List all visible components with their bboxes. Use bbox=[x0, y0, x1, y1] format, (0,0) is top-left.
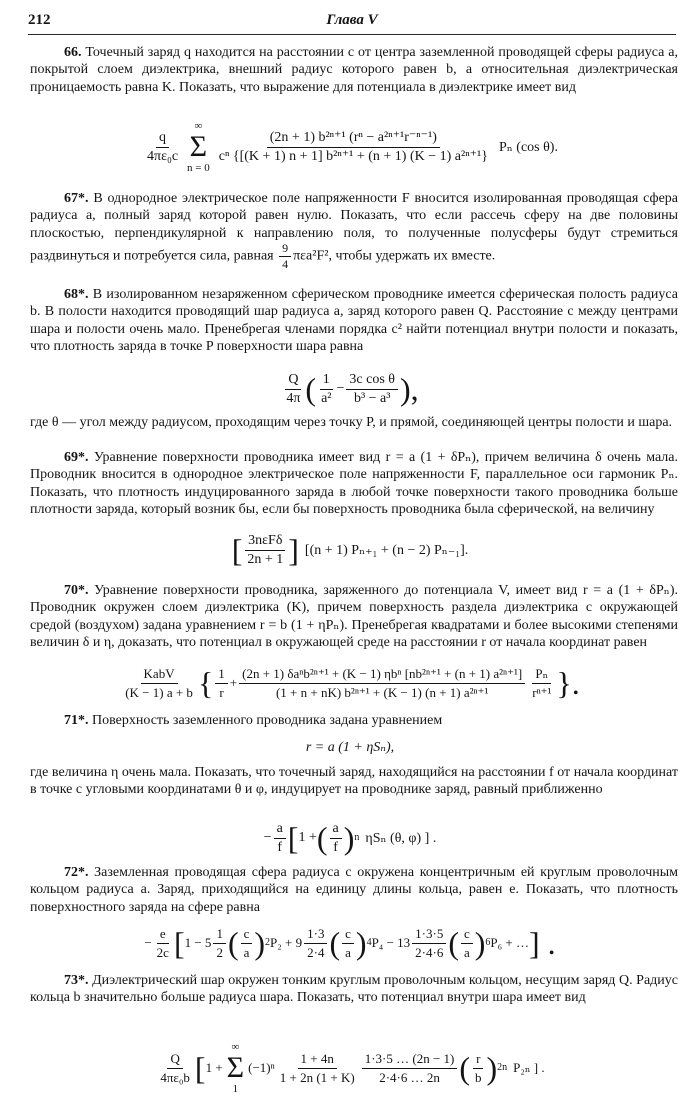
problem-text-tail: чтобы удержать их вместе. bbox=[335, 248, 496, 264]
running-head bbox=[28, 12, 676, 35]
fraction: $\frac{\text{3nεFδ}}{2n + 1}$ bbox=[244, 533, 286, 568]
fraction: $\frac{1}{r}$ bbox=[215, 666, 228, 701]
fraction: $\frac{1\cdot 3}{2\cdot 4}$ bbox=[304, 926, 327, 961]
fraction: $\frac{\text{(2n + 1) δaⁿb²ⁿ⁺¹ + (K − 1) ηbⁿ [nb²ⁿ⁺¹ + (n + 1) a²ⁿ⁺¹]}}{\text{(1 + n + nK) b²ⁿ⁺¹ + (K − 1) (n + 1) a²ⁿ⁺¹}}$ bbox=[239, 666, 525, 701]
fraction: $\frac{1 + 4n}{1 + 2n (1 + K)}$ bbox=[279, 1050, 355, 1085]
fraction: $\frac{1\cdot 3\cdot 5}{2\cdot 4\cdot 6}$ bbox=[412, 926, 446, 961]
sum-operator: ∞ Σ n = 0 bbox=[187, 120, 210, 174]
problem-text: В изолированном незаряженном сферическом проводнике имеется сферическая полость радиуса b. В полости находится проводящий шар радиуса a, заряд которого равен Q. Расстояние c между центрами шара и полости очень мало. Пренебрегая членами порядка c² найти потенциал внутри полости и показать, что плотность заряда в точке P поверхности шара равна bbox=[30, 287, 679, 355]
formula-tail: Pₙ (cos θ). bbox=[498, 139, 558, 155]
problem-number: 70*. bbox=[64, 583, 89, 598]
problem-text: Точечный заряд q находится на расстоянии c от центра заземленной проводящей сферы радиуса a, покрытой слоем диэлектрика, внешний радиус которого равен b, а относительная диэлектрическая проницаемость равна K. Показать, что выражение для потенциала в диэлектрике имеет вид bbox=[30, 45, 678, 95]
fraction: $\frac{Q}{4\pi}$ bbox=[286, 371, 301, 406]
page-number: 212 bbox=[28, 12, 51, 28]
fraction: $\frac{Q}{\text{4πε₀b}}$ bbox=[160, 1050, 190, 1085]
formula-tail: ηSₙ (θ, φ) ] . bbox=[365, 830, 437, 846]
fraction: $\frac{\text{KabV}}{(K - 1) a + b}$ bbox=[125, 665, 193, 700]
problem-71-after: где величина η очень мала. Показать, что точечный заряд, находящийся на расстоянии f от начала координат в точке с угловыми координатами θ и φ, индуцирует на проводнике заряд, равный приближенно bbox=[30, 765, 678, 798]
chapter-title: Глава V bbox=[326, 12, 378, 28]
fraction: $\frac{1\cdot 3\cdot 5 \dots (2n - 1)}{2\cdot 4\cdot 6 \dots 2n}$ bbox=[362, 1051, 458, 1086]
problem-72 bbox=[30, 864, 678, 916]
fraction: $\frac{c}{a}$ bbox=[461, 926, 473, 961]
fraction: $\frac{\text{Pₙ}}{\text{rⁿ⁺¹}}$ bbox=[532, 665, 552, 700]
fraction: $\frac{\text{(2n + 1) b²ⁿ⁺¹ (rⁿ − a²ⁿ⁺¹r⁻ⁿ⁻¹)}}{\text{cⁿ \{[(K + 1) n + 1] b²ⁿ⁺¹ + (n + 1) (K − 1) a²ⁿ⁺¹\}}}$ bbox=[218, 129, 488, 164]
problem-number: 66. bbox=[64, 45, 82, 60]
fraction: $\frac{a}{f}$ bbox=[330, 821, 342, 856]
formula-72: − $\frac{e}{2c}$ [ 1 − 5 $\frac{1}{2}$ ( $\frac{c}{a}$ ) 2 P₂ + 9 $\frac{1\cdot 3}{2\cdot 4}$ ( $\frac{c}{a}$ ) 4 P₄ − 13 $\frac{1\cdot 3\cdot 5}{2\cdot 4\cdot 6}$ ( $\frac{c}{a}$ ) 6 P₆ + … ] . bbox=[144, 925, 556, 961]
problem-68-after: где θ — угол между радиусом, проходящим через точку P, и прямой, соединяющей центры полости и шара. bbox=[30, 415, 673, 430]
formula-tail: [(n + 1) Pₙ₊₁ + (n − 2) Pₙ₋₁]. bbox=[304, 542, 469, 558]
formula-73: $\frac{Q}{\text{4πε₀b}}$ [ 1 + ∞ Σ 1 (−1)ⁿ $\frac{1 + 4n}{1 + 2n (1 + K)}$ $\frac{1\cdot 3\cdot 5 \dots (2n - 1)}{2\cdot 4\cdot 6 \dots 2n}$ ( $\frac{r}{b}$ ) 2n P₂ₙ ] . bbox=[0, 1030, 700, 1106]
problem-68 bbox=[30, 286, 678, 356]
problem-number: 72*. bbox=[64, 865, 89, 880]
fraction: $\frac{c}{a}$ bbox=[342, 926, 354, 961]
problem-text: Поверхность заземленного проводника задана уравнением bbox=[92, 713, 443, 728]
problem-text: Диэлектрический шар окружен тонким круглым проволочным кольцом, несущим заряд Q. Радиус кольца b значительно больше радиуса шара. Показать, что потенциал внутри шара имеет вид bbox=[30, 973, 679, 1006]
problem-text: Заземленная проводящая сфера радиуса c окружена концентричным ей круглым проволочным кольцом радиуса a. Заряд, приходящийся на единицу длины кольца, равен e. Показать, что плотность поверхностного заряда на сфере равна bbox=[30, 865, 678, 915]
fraction: $\frac{9}{4}$ bbox=[279, 242, 291, 271]
problem-67: 67*. В однородное электрическое поле напряженности F вносится изолированная проводящая сфера радиуса a, полный заряд которой равен нулю. Показать, что если рассечь сферу на две половины плоскостью, перпендикулярной к направлению поля, то полученные полусферы будут стремиться раздвинуться и потребуется сила, равная $\frac{9}{4}$ πεa²F², чтобы удержать их вместе. bbox=[30, 191, 679, 272]
formula-71a: r = a (1 + ηSₙ), bbox=[305, 739, 395, 755]
formula-tail: P₂ₙ ] . bbox=[513, 1060, 545, 1075]
fraction: $\frac{a}{f}$ bbox=[274, 821, 286, 856]
problem-70 bbox=[30, 582, 678, 652]
fraction: $\frac{\text{3c cos θ}}{\text{b³ − a³}}$ bbox=[346, 372, 398, 407]
problem-text: Уравнение поверхности проводника имеет вид r = a (1 + δPₙ), причем величина δ очень мала. Проводник вносится в однородное электрическое поле напряженности F, параллельное оси гармоник Pₙ. Показать, что плотность индуцированного заряда в любой точке поверхности такого проводника больше плотности заряда, который возник бы, если бы поверхность проводника была сферической, на величину bbox=[30, 450, 679, 518]
problem-69 bbox=[30, 449, 678, 519]
fraction: $\frac{1}{2}$ bbox=[213, 926, 226, 961]
fraction: $\frac{q}{\text{4πε₀c}}$ bbox=[147, 129, 179, 164]
fraction: $\frac{c}{a}$ bbox=[241, 926, 253, 961]
problem-number: 69*. bbox=[64, 450, 89, 465]
problem-66 bbox=[30, 44, 678, 96]
problem-number: 68*. bbox=[64, 287, 89, 302]
problem-text: Уравнение поверхности проводника, заряженного до потенциала V, имеет вид r = a (1 + δPₙ). Проводник окружен слоем диэлектрика (K), причем поверхность раздела диэлектрика с окружающей средой (воздухом) задана уравнением r = b (1 + ηPₙ). Пренебрегая квадратами и более высокими степенями величин δ и η, доказать, что потенциал в окружающей среде на расстоянии r от начала координат равен bbox=[30, 583, 678, 651]
fraction: $\frac{e}{2c}$ bbox=[156, 925, 169, 960]
fraction: $\frac{r}{b}$ bbox=[475, 1050, 482, 1085]
formula-69: [ $\frac{\text{3nεFδ}}{2n + 1}$ ] [(n + 1) Pₙ₊₁ + (n − 2) Pₙ₋₁]. bbox=[231, 532, 469, 568]
formula-70: $\frac{\text{KabV}}{(K - 1) a + b}$ { $\frac{1}{r}$ + $\frac{\text{(2n + 1) δaⁿb²ⁿ⁺¹ + (K − 1) ηbⁿ [nb²ⁿ⁺¹ + (n + 1) a²ⁿ⁺¹]}}{\text{(1 + n + nK) b²ⁿ⁺¹ + (K − 1) (n + 1) a²ⁿ⁺¹}}$ $\frac{\text{Pₙ}}{\text{rⁿ⁺¹}}$ }. bbox=[0, 660, 700, 706]
problem-number: 73*. bbox=[64, 973, 89, 988]
formula-68: $\frac{Q}{4\pi}$ ( $\frac{1}{\text{a²}}$ − $\frac{\text{3c cos θ}}{\text{b³ − a³}}$ ), bbox=[0, 366, 700, 412]
fraction: $\frac{1}{\text{a²}}$ bbox=[321, 371, 332, 406]
sum-operator: ∞ Σ 1 bbox=[226, 1041, 245, 1095]
problem-number: 71*. bbox=[64, 713, 89, 728]
problem-73 bbox=[30, 972, 678, 1007]
formula-66 bbox=[0, 112, 700, 182]
problem-71 bbox=[30, 712, 678, 729]
problem-text: В однородное электрическое поле напряженности F вносится изолированная проводящая сфера радиуса a, полный заряд которой равен нулю. Показать, что если рассечь сферу на две половины плоскостью, перпендикулярной к направлению поля, то полученные полусферы будут стремиться раздвинуться и потребуется сила, равная bbox=[30, 191, 679, 264]
problem-number: 67*. bbox=[64, 191, 89, 206]
formula-71b: − $\frac{a}{f}$ [ 1 + ( $\frac{a}{f}$ ) n ηSₙ (θ, φ) ] . bbox=[263, 820, 437, 856]
